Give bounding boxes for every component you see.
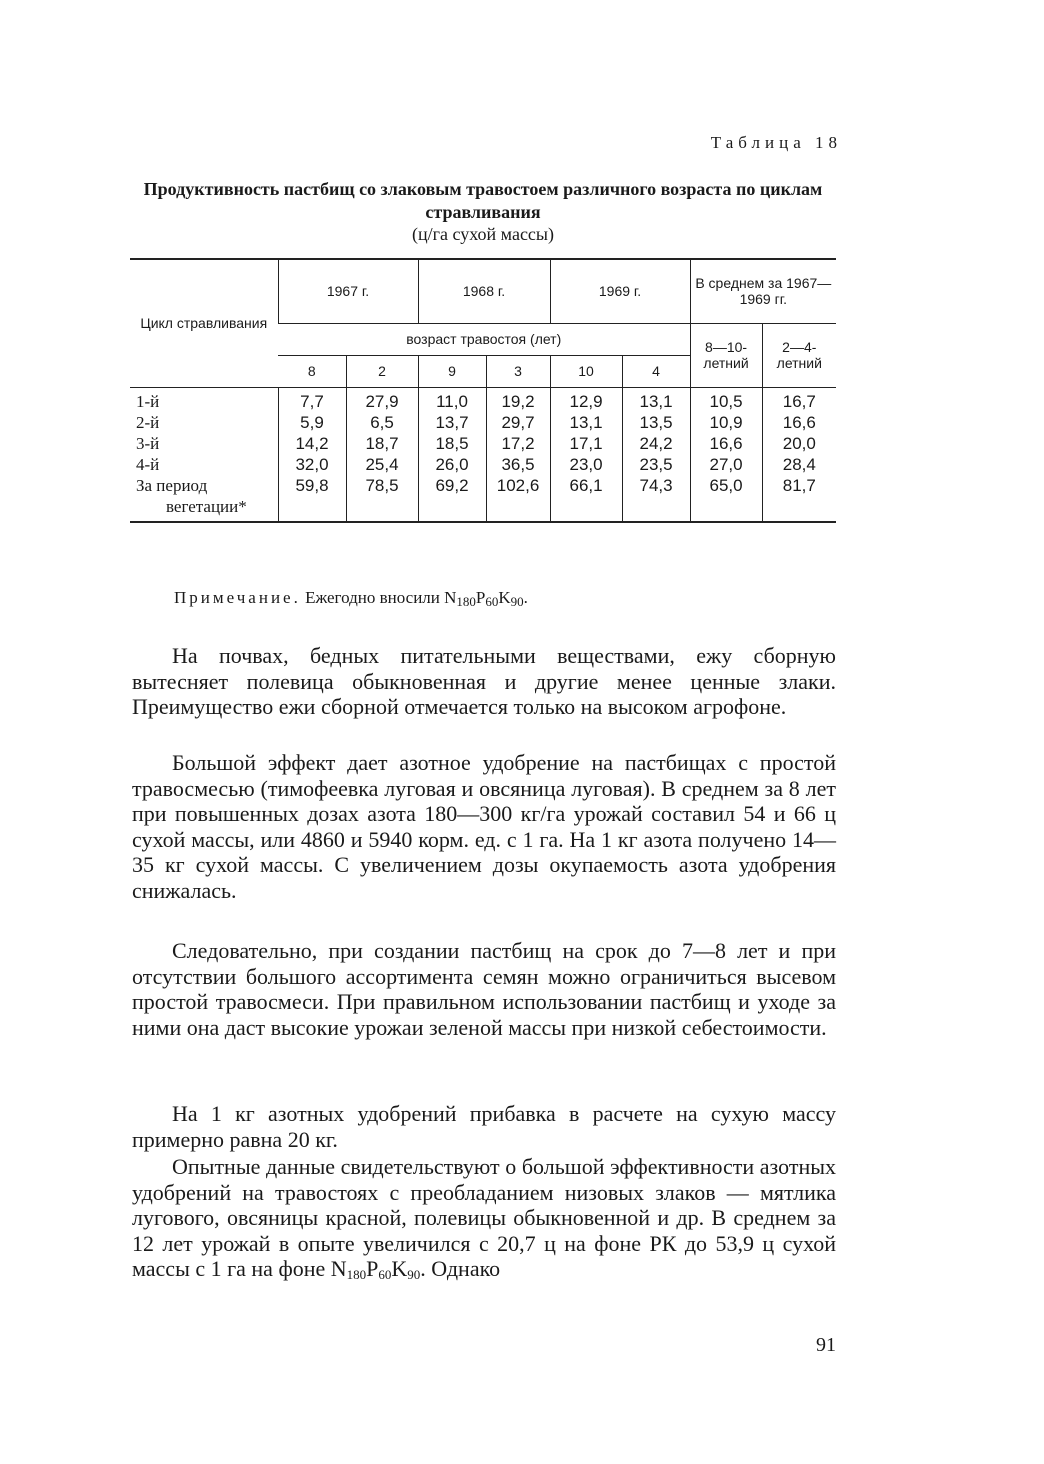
note-label: Примечание. [174,588,301,607]
table-cell: 13,1 [569,412,603,432]
formula: $N_{180}P_{60}K_{90}$ [330,1256,421,1282]
header-age-2: 2 [346,355,418,387]
table-cell: 26,0 [435,454,469,474]
table-cell: 102,6 [496,475,540,495]
cycle-label: 3-й [136,433,160,453]
col-1968-9 [418,387,486,522]
header-avg-2-4: 2—4-летний [762,323,836,387]
col-1967-8 [278,387,346,522]
table-cell: 27,9 [365,391,399,411]
table-cell: 16,6 [782,412,816,432]
table-cell: 18,7 [365,433,399,453]
table-cell: 65,0 [709,475,743,495]
table-label: Таблица 18 [710,133,842,152]
header-age-8: 8 [278,355,346,387]
table-cell: 69,2 [435,475,469,495]
table-cell: 17,1 [569,433,603,453]
table-cell: 23,0 [569,454,603,474]
paragraph-4: На 1 кг азотных удобрений прибавка в расчете на сухую массу примерно равна 20 кг. [132,1101,836,1152]
paragraph-1: На почвах, бедных питательными веществами, ежу сборную вытесняет полевица обыкновенная и другие менее ценные злаки. Преимущество ежи сборной отмечается только на высоком агрофоне. [132,643,836,719]
col-1968-3 [486,387,550,522]
header-1969: 1969 г. [550,259,690,323]
header-average: В среднем за 1967—1969 гг. [690,259,836,323]
table-cell: 29,7 [501,412,535,432]
table-note [174,588,528,608]
header-age-9: 9 [418,355,486,387]
col-avg-8-10 [690,387,762,522]
table-cell: 6,5 [370,412,394,432]
table-cell: 7,7 [300,391,324,411]
table-cell: 18,5 [435,433,469,453]
header-age-3: 3 [486,355,550,387]
paragraph-2: Большой эффект дает азотное удобрение на пастбищах с простой травосмесью (тимофеевка луговая и овсяница луговая). В среднем за 8 лет при повышенных дозах азота 180—300 кг/га урожай составил 54 и 66 ц сухой массы, или 4860 и 5940 корм. ед. с 1 га. На 1 кг азота получено 14—35 кг сухой массы. С увеличением дозы окупаемость азота удобрения снижалась. [132,750,836,903]
table-cell: 14,2 [295,433,329,453]
table-cell: 32,0 [295,454,329,474]
table-cell: 16,6 [709,433,743,453]
cycle-label: вегетации* [166,496,247,516]
col-1967-2 [346,387,418,522]
header-cycle: Цикл стравливания [130,259,278,387]
table-cell: 27,0 [709,454,743,474]
table-cell: 5,9 [300,412,324,432]
header-1968: 1968 г. [418,259,550,323]
table-cell: 19,2 [501,391,535,411]
table-cell: 11,0 [436,391,468,411]
cycle-label: 1-й [136,391,160,411]
header-age: возраст травостоя (лет) [278,323,690,355]
productivity-table [130,258,836,523]
table-cell: 10,9 [709,412,743,432]
table-cell: 78,5 [365,475,399,495]
header-age-4: 4 [622,355,690,387]
col-1969-4 [622,387,690,522]
page-number: 91 [816,1334,836,1356]
table-title: Продуктивность пастбищ со злаковым травостоем различного возраста по циклам стравливания [143,179,823,222]
table-cell: 24,2 [639,433,673,453]
header-avg-8-10: 8—10-летний [690,323,762,387]
table-cell: 13,7 [435,412,469,432]
cycle-label: За период [136,475,208,495]
cycle-label: 2-й [136,412,160,432]
cycle-column [130,387,278,522]
table-cell: 10,5 [709,391,743,411]
col-avg-2-4 [762,387,836,522]
table-cell: 36,5 [501,454,535,474]
paragraph-3: Следовательно, при создании пастбищ на срок до 7—8 лет и при отсутствии большого ассортимента семян можно ограничиться высевом простой травосмеси. При правильном использовании пастбищ и уходе за ними она даст высокие урожаи зеленой массы при низкой себестоимости. [132,938,836,1040]
table-cell: 66,1 [569,475,603,495]
table-cell: 20,0 [782,433,816,453]
table-cell: 13,1 [639,391,673,411]
header-age-10: 10 [550,355,622,387]
table-cell: 81,7 [782,475,816,495]
paragraph-5: Опытные данные свидетельствуют о большой эффективности азотных удобрений на травостоях с преобладанием низовых злаков — мятлика лугового, овсяницы красной, полевицы обыкновенной и др. В среднем за 12 лет урожай в опыте увеличился с 20,7 ц на фоне РК до 53,9 ц сухой массы с 1 га на фоне $N_{180}P_{60}K_{90}$. Однако [132,1154,836,1282]
table-cell: 74,3 [639,475,673,495]
table-cell: 13,5 [639,412,673,432]
note-formula: $N_{180}P_{60}K_{90}$. [444,588,528,609]
table-cell: 59,8 [295,475,329,495]
note-text: Ежегодно вносили [305,588,440,607]
header-1967: 1967 г. [278,259,418,323]
table-cell: 16,7 [782,391,816,411]
table-units: (ц/га сухой массы) [411,224,555,244]
cycle-label: 4-й [136,454,160,474]
table-cell: 25,4 [365,454,399,474]
table-cell: 17,2 [501,433,535,453]
col-1969-10 [550,387,622,522]
table-cell: 12,9 [569,391,603,411]
table-cell: 23,5 [639,454,673,474]
table-cell: 28,4 [782,454,816,474]
